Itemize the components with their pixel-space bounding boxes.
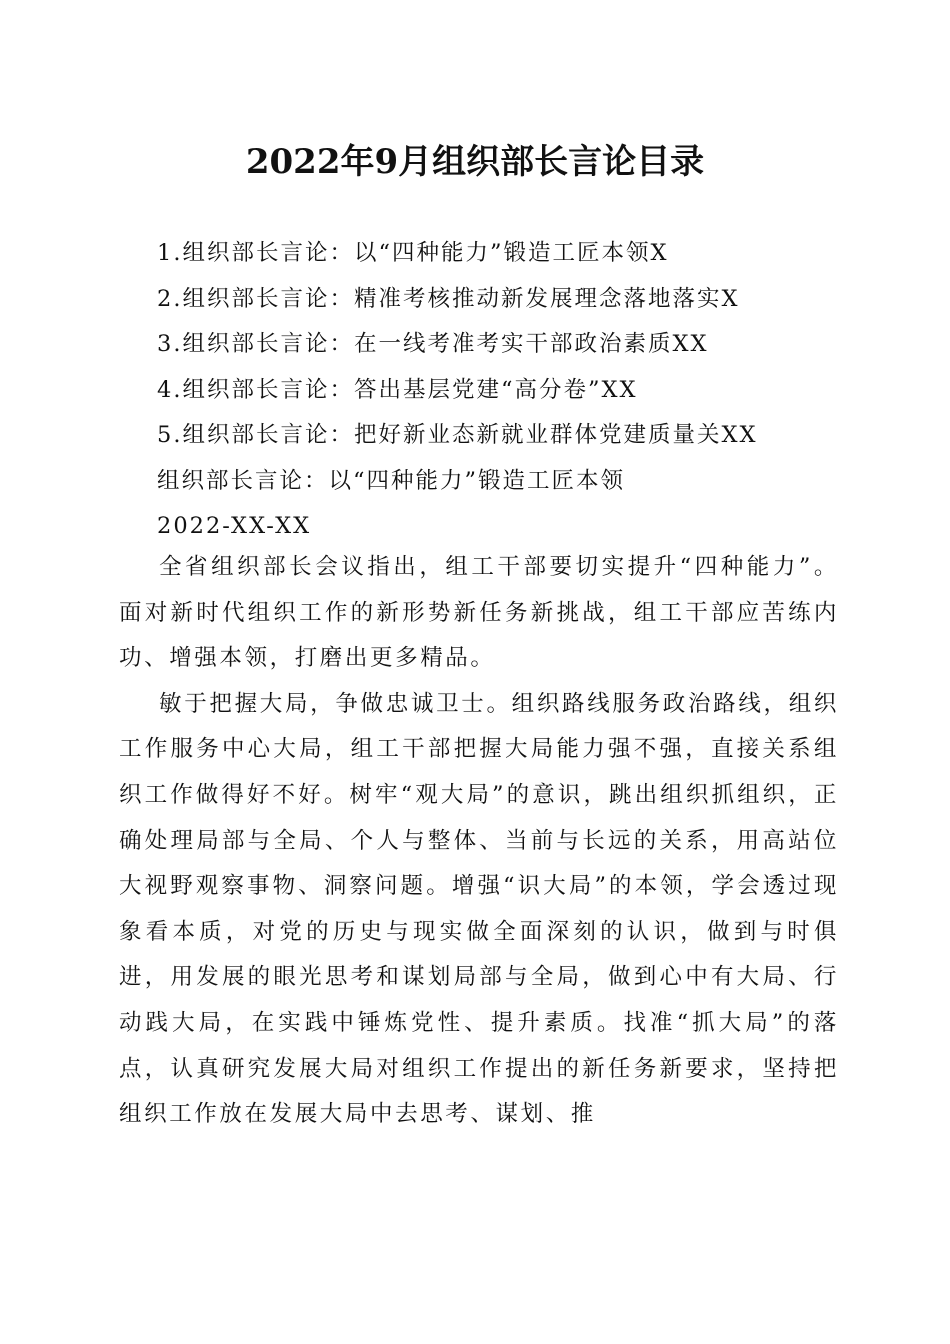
toc-item: 3.组织部长言论：在一线考准考实干部政治素质XX bbox=[157, 331, 709, 357]
article-date: 2022-XX-XX bbox=[157, 513, 312, 539]
paragraph: 全省组织部长会议指出，组工干部要切实提升“四种能力”。面对新时代组织工作的新形势新任务新挑战，组工干部应苦练内功、增强本领，打磨出更多精品。 bbox=[119, 554, 839, 672]
toc-item: 2.组织部长言论：精准考核推动新发展理念落地落实X bbox=[157, 285, 740, 312]
document-title: 2022年9月组织部长言论目录 bbox=[245, 142, 705, 182]
paragraph: 敏于把握大局，争做忠诚卫士。组织路线服务政治路线，组织工作服务中心大局，组工干部把握大局能力强不强，直接关系组织工作做得好不好。树牢“观大局”的意识，跳出组织抓组织，正确处理局部与全局、个人与整体、当前与长远的关系，用高站位大视野观察事物、洞察问题。增强“识大局”的本领，学会透过现象看本质，对党的历史与现实做全面深刻的认识，做到与时俱进，用发展的眼光思考和谋划局部与全局，做到心中有大局、行动践大局，在实践中锤炼党性、提升素质。找准“抓大局”的落点，认真研究发展大局对组织工作提出的新任务新要求，坚持把组织工作放在发展大局中去思考、谋划、推 bbox=[119, 690, 839, 1128]
article-body bbox=[119, 545, 839, 1138]
toc-item: 4.组织部长言论：答出基层党建“高分卷”XX bbox=[157, 376, 638, 403]
article-title: 组织部长言论：以“四种能力”锻造工匠本领 bbox=[157, 467, 626, 494]
table-of-contents bbox=[157, 231, 857, 550]
toc-item: 5.组织部长言论：把好新业态新就业群体党建质量关XX bbox=[157, 422, 758, 448]
toc-item: 1.组织部长言论：以“四种能力”锻造工匠本领X bbox=[157, 240, 669, 266]
